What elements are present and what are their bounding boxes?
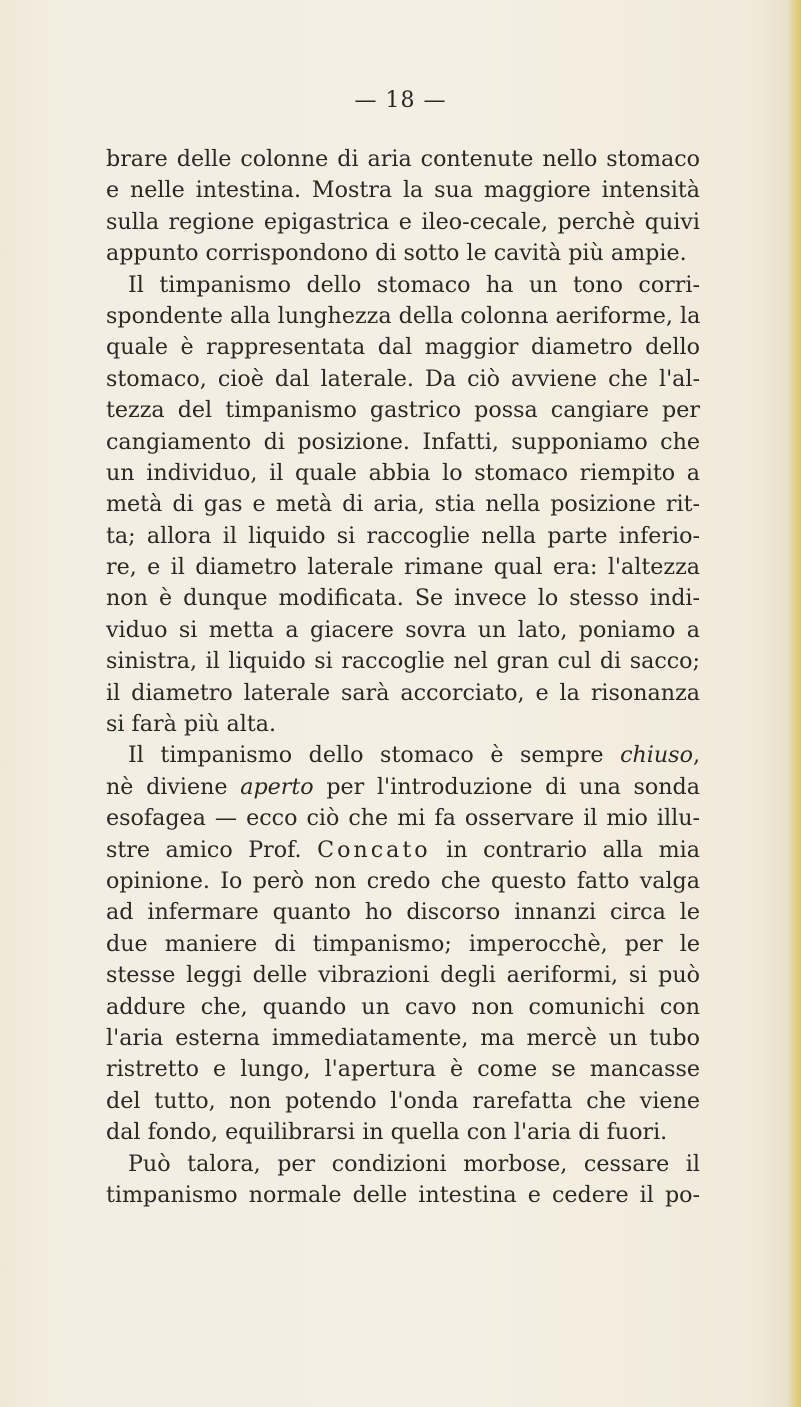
- text-line: [106, 866, 700, 897]
- text-run: viduo si metta a giacere sovra un lato, poniamo a: [106, 616, 700, 643]
- text-run: Il timpanismo dello stomaco è sempre: [128, 742, 621, 769]
- text-line: [106, 992, 700, 1023]
- text-line: [106, 270, 700, 301]
- body-text: [106, 144, 700, 1211]
- text-run: re, e il diametro laterale rimane qual era: l'altezza: [106, 554, 700, 581]
- text-line: [106, 427, 700, 458]
- text-run: per l'introduzione di una sonda: [313, 773, 700, 800]
- text-line: [106, 678, 700, 709]
- text-run: spondente alla lunghezza della colonna aeriforme, la: [106, 302, 701, 329]
- text-run: metà di gas e metà di aria, stia nella posizione rit-: [106, 491, 700, 518]
- text-line: [106, 175, 700, 206]
- text-line: [106, 835, 700, 866]
- text-run: stesse leggi delle vibrazioni degli aeriformi, si può: [106, 962, 700, 989]
- text-line: [106, 1149, 700, 1180]
- text-line: [106, 395, 700, 426]
- text-run: ta; allora il liquido si raccoglie nella parte inferio-: [106, 522, 700, 549]
- text-run: esofagea — ecco ciò che mi fa osservare il mio illu-: [106, 805, 700, 832]
- text-run: timpanismo normale delle intestina e cedere il po-: [106, 1181, 700, 1208]
- text-run: un individuo, il quale abbia lo stomaco riempito a: [106, 459, 700, 486]
- italic-word: aperto: [240, 773, 314, 800]
- text-line: [106, 646, 700, 677]
- text-run: stomaco, cioè dal laterale. Da ciò avviene che l'al-: [106, 365, 700, 392]
- text-run: appunto corrispondono di sotto le cavità più ampie.: [106, 240, 687, 267]
- text-line: [106, 1180, 700, 1211]
- text-line: [106, 301, 700, 332]
- text-run: due maniere di timpanismo; imperocchè, per le: [106, 930, 700, 957]
- italic-word: chiuso: [620, 742, 693, 769]
- text-line: [106, 615, 700, 646]
- text-line: [106, 1023, 700, 1054]
- text-line: [106, 803, 700, 834]
- text-line: [106, 207, 700, 238]
- text-run: del tutto, non potendo l'onda rarefatta che viene: [106, 1087, 700, 1114]
- text-run: Può talora, per condizioni morbose, cessare il: [128, 1150, 700, 1177]
- text-line: [106, 1054, 700, 1085]
- text-line: [106, 897, 700, 928]
- text-run: ad infermare quanto ho discorso innanzi circa le: [106, 899, 700, 926]
- text-line: [106, 960, 700, 991]
- spaced-name: Concato: [317, 836, 431, 863]
- text-line: [106, 458, 700, 489]
- text-run: e nelle intestina. Mostra la sua maggiore intensità: [106, 177, 700, 204]
- text-run: tezza del timpanismo gastrico possa cangiare per: [106, 397, 700, 424]
- text-line: [106, 583, 700, 614]
- text-line: [106, 772, 700, 803]
- text-run: quale è rappresentata dal maggior diametro dello: [106, 334, 700, 361]
- text-run: dal fondo, equilibrarsi in quella con l'aria di fuori.: [106, 1119, 668, 1146]
- text-line: [106, 740, 700, 771]
- text-run: ristretto e lungo, l'apertura è come se mancasse: [106, 1056, 700, 1083]
- text-run: brare delle colonne di aria contenute nello stomaco: [106, 146, 700, 172]
- text-line: [106, 364, 700, 395]
- text-line: [106, 144, 700, 175]
- text-line: [106, 1117, 700, 1148]
- text-line: [106, 521, 700, 552]
- text-line: [106, 1086, 700, 1117]
- text-line: [106, 238, 700, 269]
- text-run: opinione. Io però non credo che questo fatto valga: [106, 867, 700, 894]
- text-run: in contrario alla mia: [430, 836, 700, 863]
- text-run: Il timpanismo dello stomaco ha un tono corri-: [128, 271, 700, 298]
- text-run: nè diviene: [106, 773, 241, 800]
- page-edge: [787, 0, 801, 1407]
- page-number: — 18 —: [354, 88, 447, 113]
- text-run: si farà più alta.: [106, 711, 277, 738]
- text-run: l'aria esterna immediatamente, ma mercè un tubo: [106, 1024, 700, 1051]
- text-run: il diametro laterale sarà accorciato, e la risonanza: [106, 679, 700, 706]
- text-run: addure che, quando un cavo non comunichi con: [106, 993, 700, 1020]
- text-line: [106, 552, 700, 583]
- text-line: [106, 929, 700, 960]
- text-run: stre amico Prof.: [106, 836, 318, 863]
- text-run: ,: [692, 742, 700, 769]
- text-line: [106, 709, 700, 740]
- text-run: sinistra, il liquido si raccoglie nel gran cul di sacco;: [106, 648, 700, 675]
- text-run: cangiamento di posizione. Infatti, supponiamo che: [106, 428, 700, 455]
- text-run: sulla regione epigastrica e ileo-cecale, perchè quivi: [106, 208, 700, 235]
- text-run: non è dunque modificata. Se invece lo stesso indi-: [106, 585, 700, 612]
- text-line: [106, 332, 700, 363]
- text-line: [106, 489, 700, 520]
